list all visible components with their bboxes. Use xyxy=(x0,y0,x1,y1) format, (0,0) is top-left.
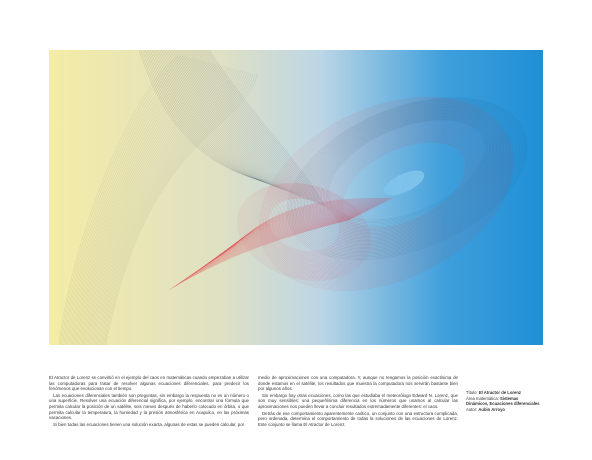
body-column-2 xyxy=(258,375,458,428)
paragraph: medio de aproximaciones con una computadora. Y, aunque no tengamos la posición exactísima de donde estamos en el satélite, los resultados que muestra la computadora nos servirán bastante bien por algunos años. xyxy=(258,375,458,392)
credit-area: Área matemática: Sistemas xyxy=(466,395,519,401)
paragraph: El Atractor de Lorenz se convirtió en el ejemplo del caos en matemáticas cuando empezaban a utilizar las computadoras para tratar de resolver algunas ecuaciones diferenciales, para predecir los fenómenos que evolucionan con el tiempo. xyxy=(49,375,249,392)
lorenz-attractor-artwork xyxy=(49,50,543,345)
paragraph: Las ecuaciones diferenciales también son preguntas, sin embargo la respuesta no es un número o una superficie. Resolver una ecuación diferencial significa, por ejemplo, encontrar una fórmula que permita calcular la posición de un satélite, seis meses después de haberlo colocado en órbita, o que permita calcular la temperatura, la humedad y la presión atmosférica en Acapulco, en las próximas vacaciones. xyxy=(49,392,249,421)
credit-title: Título: El Atractor de Lorenz xyxy=(466,390,522,395)
paragraph: Si bien todas las ecuaciones tienen una solución exacta, algunas de estas se pueden calcular, por xyxy=(53,421,245,427)
credit-author: Autor: Aubin Arroyo xyxy=(466,406,505,412)
paragraph: Detrás de ese comportamiento aparentemente caótico, un conjunto con una estructura complicada, pero ordenada, determina el comportamiento de todas la soluciones de las ecuaciones de Lorenz. Este conjunto se llama El Atractor de Lorenz. xyxy=(258,410,458,427)
paragraph: Sin embargo hay otras ecuaciones, como las que estudiaba el meteorólogo Edward N. Lorenz, que son muy sensibles: una pequeñísima diferencia en los números que usamos al calcular las aproximaciones nos pueden llevar a concluir resultados extremadamente diferentes: el caos. xyxy=(258,392,458,409)
artwork-credits xyxy=(466,390,546,412)
body-column-1 xyxy=(49,375,249,428)
credit-area-cont: Dinámicos, Ecuaciones diferenciales xyxy=(466,401,540,407)
